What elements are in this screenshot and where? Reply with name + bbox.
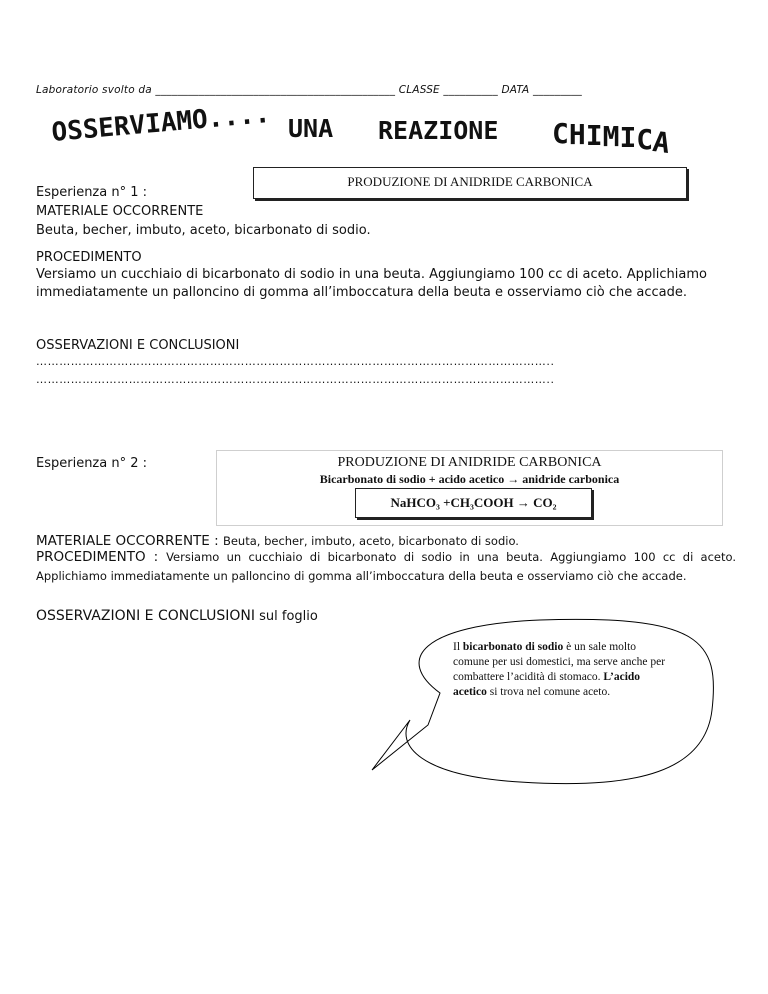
title-char: C	[636, 123, 654, 156]
title-word-reazione: REAZIONE	[378, 116, 499, 145]
callout-text-part: Il	[453, 641, 463, 653]
exp2-box-title: PRODUZIONE DI ANIDRIDE CARBONICA	[337, 455, 602, 470]
title-char: M	[602, 120, 620, 153]
exp1-procedimento-heading: PROCEDIMENTO	[36, 250, 142, 265]
exp2-osservazioni-heading: OSSERVAZIONI E CONCLUSIONI	[36, 608, 255, 624]
exp1-procedimento-text: Versiamo un cucchiaio di bicarbonato di sodio in una beuta. Aggiungiamo 100 cc di aceto. Applichiamo immediatamente un palloncino di gomma all’imboccatura della beuta e osserviamo ciò che accade.	[36, 267, 707, 300]
exp1-dotted-line: ……………………………………………………………………………………………………………………..	[36, 355, 555, 368]
exp1-dotted-line: ……………………………………………………………………………………………………………………..	[36, 373, 555, 386]
exp1-materiale-heading: MATERIALE OCCORRENTE	[36, 204, 204, 219]
title-char: C	[552, 117, 569, 150]
title-word-una: UNA	[288, 114, 334, 143]
callout-bold-term: bicarbonato di sodio	[462, 641, 564, 653]
title-char: I	[585, 119, 603, 152]
exp1-osservazioni-heading: OSSERVAZIONI E CONCLUSIONI	[36, 338, 240, 353]
exp2-procedimento-text: Versiamo un cucchiaio di bicarbonato di sodio in una beuta. Aggiungiamo 100 cc di aceto. Applichiamo immediatamente un palloncino di gomma all’imboccatura della beuta e osserviamo ciò che accade.	[36, 550, 737, 583]
exp1-label: Esperienza n° 1 :	[36, 185, 148, 200]
callout-text-part: si trova nel comune aceto.	[486, 686, 611, 698]
title-word-osserviamo: OSSERVIAMO....	[50, 99, 272, 148]
exp2-label: Esperienza n° 2 :	[36, 456, 148, 471]
exp2-procedimento-heading: PROCEDIMENTO :	[36, 549, 167, 565]
exp1-materiale-text: Beuta, becher, imbuto, aceto, bicarbonato di sodio.	[36, 223, 371, 238]
title-char: H	[568, 118, 586, 151]
exp2-osservazioni-suffix: sul foglio	[254, 609, 318, 624]
chemical-formula: NaHCO₃ +CH₃COOH → CO₂	[355, 488, 592, 518]
exp2-box-subtitle: Bicarbonato di sodio + acido acetico → anidride carbonica	[319, 472, 620, 486]
title-char: I	[619, 121, 637, 154]
callout-text-part: è un sale molto comune per usi domestici, ma serve anche per combattere l’acidità di stomaco.	[453, 641, 666, 683]
exp1-title-box: PRODUZIONE DI ANIDRIDE CARBONICA	[253, 167, 687, 199]
callout-bold-term: L’acido acetico	[453, 671, 641, 698]
callout-text	[453, 640, 673, 700]
header-line: Laboratorio svolto da ____________________________________________ CLASSE __________ DATA _________	[36, 84, 582, 96]
title-char: A	[650, 124, 673, 161]
exp2-materiale-text: Beuta, becher, imbuto, aceto, bicarbonato di sodio.	[222, 534, 519, 548]
exp2-materiale-heading: MATERIALE OCCORRENTE :	[36, 533, 223, 549]
